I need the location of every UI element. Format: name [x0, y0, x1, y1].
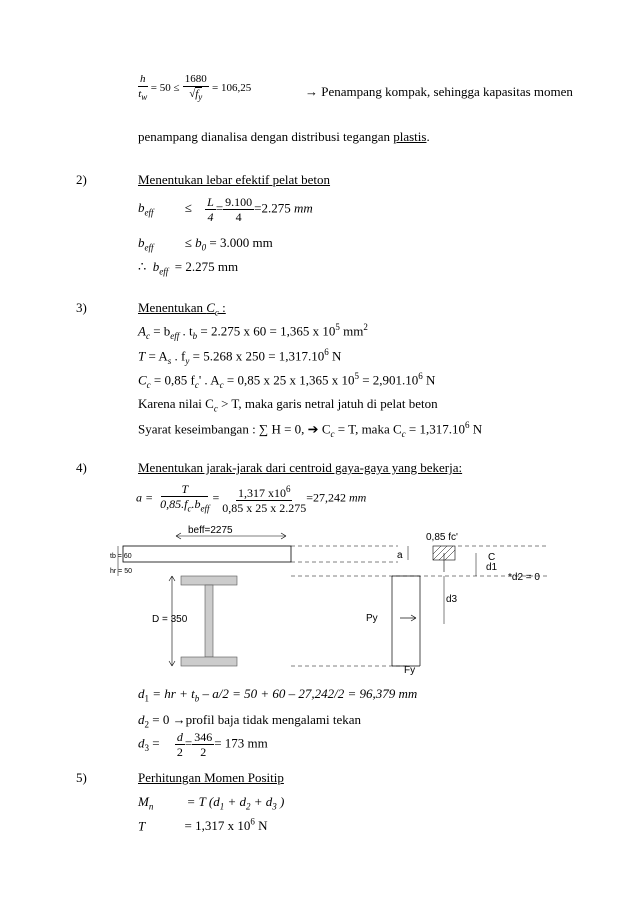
- section-3-number: 3): [76, 300, 87, 315]
- d2-line: $d_2 = 0$ →profil baja tidak mengalami tekan: [138, 712, 362, 730]
- d1-line: $d_1$ = hr + $t_b - a/2 = 50 + 60 - 27,242/2 = 96,379$ mm: [138, 686, 418, 704]
- py-label: Py: [366, 613, 378, 624]
- section-3-heading: Menentukan $C_c$ :: [138, 300, 226, 318]
- beff-formula: $b_{eff}$ ≤ $\frac{L}{4}$ = $\frac{9.100}{4}$ =2.275 mm: [138, 195, 313, 224]
- section-4-number: 4): [76, 460, 87, 475]
- t-line: $T = A_s$ . $f_y = 5.268$ x $250 = 1,317.10^6$ N: [138, 347, 342, 366]
- a-formula: a = $\frac{T}{0,85.f_c.b_{eff}}$ = $\frac{1,317 x10^6}{0,85 x 25 x 2.275}$ =27,242 mm: [136, 482, 367, 516]
- concrete-slab: [123, 546, 291, 562]
- mn-line: $M_n = T$ ($d_1 + d_2 + d_3$ ): [138, 794, 285, 812]
- slenderness-check: $\frac{h}{t_w}$ = 50 ≤ $\frac{1680}{√f_y}$ = 106,25: [138, 73, 252, 103]
- section-2-number: 2): [76, 172, 87, 187]
- plastic-note: penampang dianalisa dengan distribusi tegangan plastis.: [138, 129, 430, 144]
- ac-line: $A_c = b_{eff}$ . $t_b = 2.275$ x 60 = 1,365 x $10^5$ $mm^2$: [138, 322, 368, 341]
- d2-label: *d2 = 0: [508, 572, 540, 583]
- a-label: a: [397, 550, 403, 561]
- t-value-line: T = 1,317 x $10^6$ N: [138, 817, 268, 834]
- compact-note: → Penampang kompak, sehingga kapasitas momen: [305, 84, 573, 99]
- d1-label: d1: [486, 562, 498, 573]
- depth-label: D = 350: [152, 614, 188, 625]
- section-diagram: [108, 520, 548, 680]
- fc-label: 0,85 fc': [426, 532, 458, 543]
- section-2-heading: Menentukan lebar efektif pelat beton: [138, 172, 331, 187]
- bottom-flange: [181, 657, 237, 666]
- neutral-axis-line: Karena nilai $C_c > T$, maka garis netral jatuh di pelat beton: [138, 396, 438, 414]
- web: [205, 585, 213, 657]
- beff-result: ∴ $b_{eff} = 2.275$ mm: [138, 259, 239, 277]
- beff-b0: $b_{eff} \le b_0 = 3.000$ mm: [138, 235, 273, 253]
- cc-line: $C_c = 0,85$ $f_c'$ . $A_c = 0,85$ x 25 x 1,365 x $10^5 = 2,901.10^6$ N: [138, 371, 436, 390]
- c-label: C: [488, 552, 496, 563]
- beff-label: beff=2275: [188, 525, 233, 536]
- fy-label: Fy: [404, 665, 416, 676]
- equilibrium-line: Syarat keseimbangan : ∑ H = 0, ➔ $C_c = T$, maka $C_c = 1,317.10^6$ N: [138, 420, 483, 439]
- d3-label: d3: [446, 594, 458, 605]
- section-4-heading: Menentukan jarak-jarak dari centroid gaya-gaya yang bekerja:: [138, 460, 463, 475]
- section-5-number: 5): [76, 770, 87, 785]
- top-flange: [181, 576, 237, 585]
- d3-line: $d_3$ = $\frac{d}{2}$ = $\frac{346}{2}$ = 173 mm: [138, 730, 268, 759]
- tb-label: tb = 60: [110, 553, 132, 560]
- hr-label: hr = 50: [110, 568, 132, 575]
- section-5-heading: Perhitungan Momen Positip: [138, 770, 284, 785]
